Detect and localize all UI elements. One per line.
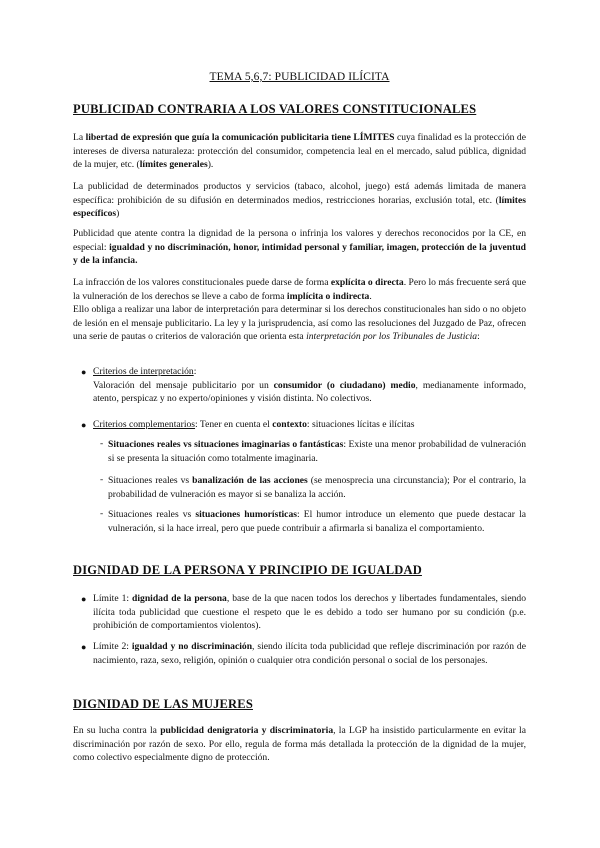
list-item-limite-2: Límite 2: igualdad y no discriminación, siendo ilícita toda publicidad que refleje discriminación por razón de nacimiento, raza, sexo, religión, opinión o cualquier otra condición personal o social de los personajes. — [93, 641, 526, 666]
list-item-limite-1: Límite 1: dignidad de la persona, base de la que nacen todos los derechos y libertades fundamentales, siendo ilícita toda publicidad que cuestione el respeto que le es debido a todo ser humano por su condición (p.e. prohibición de comportamientos violentos). — [93, 593, 526, 632]
bullet-icon: ● — [81, 367, 87, 377]
section-heading-mujeres: DIGNIDAD DE LAS MUJERES — [73, 697, 253, 711]
section-heading-valores: PUBLICIDAD CONTRARIA A LOS VALORES CONSTITUCIONALES — [73, 102, 477, 116]
sub-item-banalizacion: Situaciones reales vs banalización de las acciones (se menosprecia una circunstancia); Por el contrario, la probabilidad de vulneración es mayor si se banaliza la acción. — [108, 475, 527, 500]
bullet-icon: ● — [81, 420, 87, 430]
paragraph-mujeres: En su lucha contra la publicidad denigratoria y discriminatoria, la LGP ha insistido particularmente en evitar la discriminación por razón de sexo. Por ello, regula de forma más detallada la protección de la dignidad de la mujer, como colectivo especialmente digno de protección. — [73, 725, 526, 764]
sub-item-imaginarias: Situaciones reales vs situaciones imaginarias o fantásticas: Existe una menor probabilidad de vulneración si se presenta la situación como totalmente imaginaria. — [108, 439, 526, 464]
paragraph-dignidad: Publicidad que atente contra la dignidad de la persona o infrinja los valores y derechos reconocidos por la CE, en especial: igualdad y no discriminación, honor, intimidad personal y familiar, imagen, protección de la juventud y de la infancia. — [73, 228, 526, 267]
bullet-icon: ● — [81, 642, 87, 652]
list-item-criterios-interpretacion: Criterios de interpretación: Valoración del mensaje publicitario por un consumidor (o ciudadano) medio, medianamente informado, atento, perspicaz y no experto/opiniones y visión distinta. No colectivos. — [93, 366, 526, 405]
paragraph-limites-especificos: La publicidad de determinados productos y servicios (tabaco, alcohol, juego) está además limitada de manera específica: prohibición de su difusión en determinados medios, restricciones horarias, exclusión total, etc. (límites específicos) — [73, 181, 526, 220]
page-title: TEMA 5,6,7: PUBLICIDAD ILÍCITA — [209, 71, 390, 83]
paragraph-infraccion: La infracción de los valores constitucionales puede darse de forma explícita o directa. Pero lo más frecuente será que la vulneración de los derechos se lleve a cabo de forma implícita o indirecta. Ello obliga a realizar una labor de interpretación para determinar si los derechos constitucionales han sido o no objeto de lesión en el mensaje publicitario. La ley y la jurisprudencia, así como las resoluciones del Juzgado de Paz, ofrecen una serie de pautas o criterios de valoración que orienta esta interpretación por los Tribunales de Justicia: — [73, 277, 526, 343]
dash-icon: - — [100, 438, 104, 449]
section-heading-igualdad: DIGNIDAD DE LA PERSONA Y PRINCIPIO DE IGUALDAD — [73, 563, 422, 577]
bullet-icon: ● — [81, 594, 87, 604]
list-item-criterios-complementarios: Criterios complementarios: Tener en cuenta el contexto: situaciones lícitas e ilícitas — [93, 419, 415, 430]
paragraph-limites-generales: La libertad de expresión que guía la comunicación publicitaria tiene LÍMITES cuya finalidad es la protección de intereses de diversa naturaleza: protección del consumidor, competencia leal en el mercado, salud pública, dignidad de la mujer, etc. (límites generales). — [73, 132, 526, 171]
sub-item-humoristicas: Situaciones reales vs situaciones humorísticas: El humor introduce un elemento que puede destacar la vulneración, si la hace irreal, pero que puede contribuir a afirmarla si banaliza el comportamiento. — [108, 509, 526, 534]
dash-icon: - — [100, 474, 104, 485]
dash-icon: - — [100, 508, 104, 519]
